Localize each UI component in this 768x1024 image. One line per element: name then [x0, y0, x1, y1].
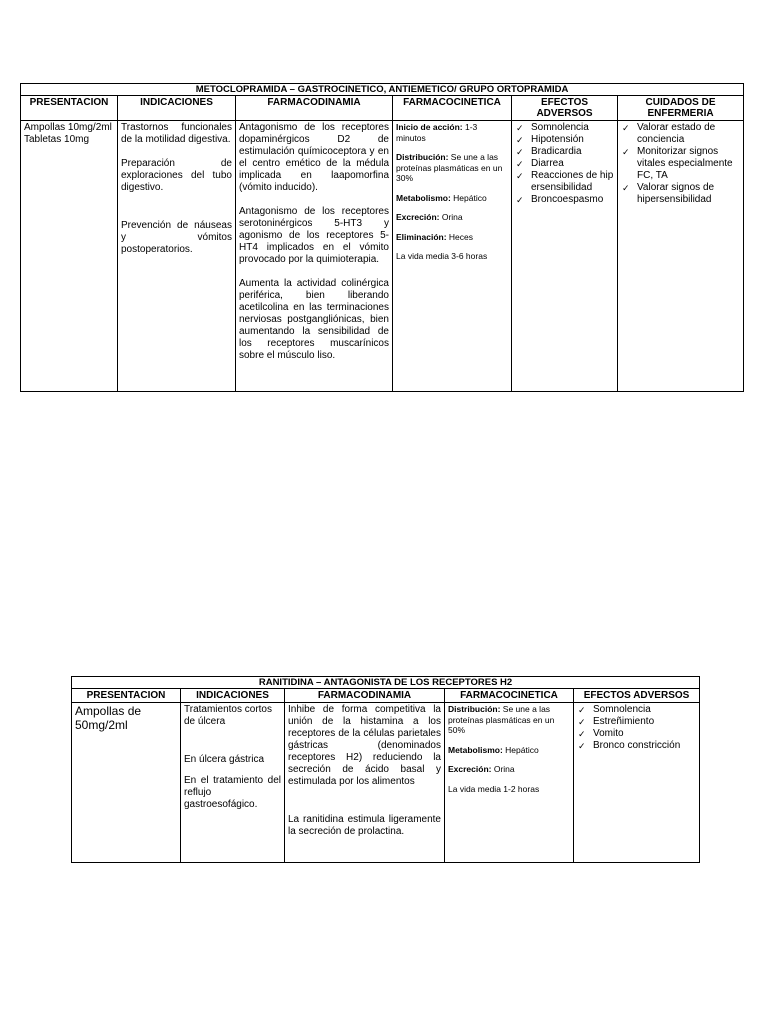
list-item: ✓ Bradicardia	[516, 146, 582, 157]
cell-presentacion	[21, 121, 118, 392]
pk-vida-media: La vida media 1-2 horas	[448, 783, 540, 794]
header-efectos-adversos: EFECTOS ADVERSOS	[512, 96, 618, 121]
header-efectos-adversos: EFECTOS ADVERSOS	[574, 689, 700, 703]
pk-distribucion: Distribución: Se une a las proteínas plasmáticas en un 50%	[448, 704, 555, 735]
header-indicaciones: INDICACIONES	[181, 689, 285, 703]
pk-metabolismo: Metabolismo: Hepático	[448, 744, 539, 755]
list-item: ✓ Vomito	[578, 728, 624, 739]
check-icon: ✓	[516, 135, 524, 145]
pk-excrecion: Excreción: Orina	[448, 764, 515, 774]
list-item: ✓ Reacciones de hipersensibilidad	[516, 170, 614, 193]
indicacion-item: Trastornos funcionales de la motilidad digestiva.	[121, 122, 232, 145]
indicacion-item: En el tratamiento del reflujo gastroesofágico.	[184, 775, 281, 810]
header-cuidados-enfermeria: CUIDADOS DE ENFERMERIA	[618, 96, 744, 121]
indicacion-item: Preparación de exploraciones del tubo digestivo.	[121, 158, 232, 193]
ranitidina-table	[71, 676, 700, 863]
cell-farmacodinamia	[236, 121, 393, 392]
cell-farmacocinetica	[445, 703, 574, 863]
check-icon: ✓	[578, 717, 586, 727]
pk-metabolismo: Metabolismo: Hepático	[396, 192, 487, 203]
list-item: ✓ Valorar estado de conciencia	[622, 122, 716, 145]
list-item: ✓ Monitorizar signos vitales especialmente FC, TA	[622, 146, 733, 181]
check-icon: ✓	[578, 729, 586, 739]
pk-inicio: Inicio de acción: 1-3 minutos	[396, 122, 478, 143]
header-farmacocinetica: FARMACOCINETICA	[393, 96, 512, 121]
check-icon: ✓	[516, 195, 524, 205]
pk-vida-media: La vida media 3-6 horas	[396, 251, 488, 261]
presentacion-item: Tabletas 10mg	[24, 134, 90, 145]
check-icon: ✓	[516, 159, 524, 169]
metoclopramida-table	[20, 83, 744, 392]
header-presentacion: PRESENTACION	[72, 689, 181, 703]
table-title: RANITIDINA – ANTAGONISTA DE LOS RECEPTORES H2	[72, 677, 700, 689]
farmacodinamia-item: La ranitidina estimula ligeramente la secreción de prolactina.	[288, 814, 441, 837]
check-icon: ✓	[578, 741, 586, 751]
table-title: METOCLOPRAMIDA – GASTROCINETICO, ANTIEMETICO/ GRUPO ORTOPRAMIDA	[21, 84, 744, 96]
pk-eliminacion: Eliminación: Heces	[396, 231, 474, 242]
header-farmacocinetica: FARMACOCINETICA	[445, 689, 574, 703]
check-icon: ✓	[516, 171, 524, 181]
check-icon: ✓	[516, 147, 524, 157]
list-item: ✓ Somnolencia	[578, 704, 651, 715]
check-icon: ✓	[516, 123, 524, 133]
list-item: ✓ Somnolencia	[516, 122, 589, 133]
cell-indicaciones	[118, 121, 236, 392]
list-item: ✓ Broncoespasmo	[516, 194, 604, 205]
list-item: ✓ Valorar signos de hipersensibilidad	[622, 182, 715, 205]
check-icon: ✓	[578, 705, 586, 715]
cell-farmacocinetica	[393, 121, 512, 392]
cell-efectos-adversos	[574, 703, 700, 863]
cell-cuidados-enfermeria	[618, 121, 744, 392]
presentacion-item: Ampollas 10mg/2ml	[24, 122, 112, 133]
farmacodinamia-item: Antagonismo de los receptores serotoninérgicos 5-HT3 y agonismo de los receptores 5-HT4 implicados en el vómito provocado por la quimioterapia.	[239, 206, 389, 265]
header-indicaciones: INDICACIONES	[118, 96, 236, 121]
indicacion-item: En úlcera gástrica	[184, 754, 265, 765]
list-item: ✓ Estreñimiento	[578, 716, 655, 727]
farmacodinamia-item: Aumenta la actividad colinérgica periférica, bien liberando acetilcolina en las terminaciones nerviosas postgangliónicas, bien aumentando la sensibilidad de los receptores muscarínicos sobre el músculo liso.	[239, 278, 389, 361]
check-icon: ✓	[622, 183, 630, 193]
list-item: ✓ Diarrea	[516, 158, 564, 169]
header-presentacion: PRESENTACION	[21, 96, 118, 121]
cell-efectos-adversos	[512, 121, 618, 392]
cell-indicaciones	[181, 703, 285, 863]
indicacion-item: Tratamientos cortos de úlcera	[184, 704, 272, 727]
farmacodinamia-item: Inhibe de forma competitiva la unión de la histamina a los receptores de la células parietales gástricas (denominados receptores H2) reduciendo la secreción de ácido basal y estimulada por los alimentos	[288, 704, 441, 787]
header-farmacodinamia: FARMACODINAMIA	[285, 689, 445, 703]
cell-presentacion: Ampollas de 50mg/2ml	[72, 703, 181, 863]
list-item: ✓ Bronco constricción	[578, 740, 681, 751]
pk-excrecion: Excreción: Orina	[396, 212, 463, 222]
check-icon: ✓	[622, 123, 630, 133]
indicacion-item: Prevención de náuseas y vómitos postoperatorios.	[121, 220, 232, 255]
header-farmacodinamia: FARMACODINAMIA	[236, 96, 393, 121]
farmacodinamia-item: Antagonismo de los receptores dopaminérgicos D2 de estimulación químicoceptora y en el centro emético de la médula implicada en laapomorfina (vómito inducido).	[239, 122, 389, 193]
check-icon: ✓	[622, 147, 630, 157]
list-item: ✓ Hipotensión	[516, 134, 584, 145]
cell-farmacodinamia	[285, 703, 445, 863]
pk-distribucion: Distribución: Se une a las proteínas plasmáticas en un 30%	[396, 152, 503, 183]
